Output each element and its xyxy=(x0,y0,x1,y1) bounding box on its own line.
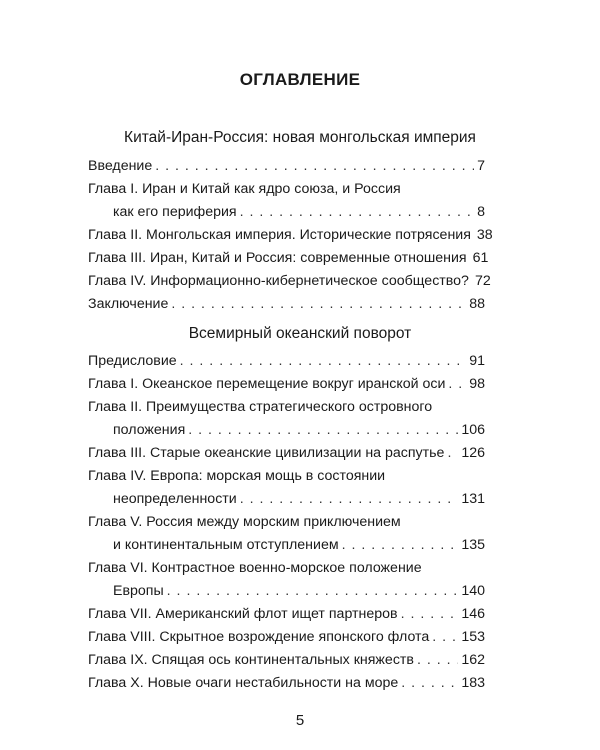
toc-entry-line xyxy=(88,672,485,695)
toc-entry-line xyxy=(88,442,485,465)
toc-entry-line xyxy=(88,155,485,178)
dot-leader xyxy=(171,293,466,316)
dot-leader xyxy=(240,488,459,511)
dot-leader xyxy=(342,534,459,557)
toc-entry-title: Глава II. Преимущества стратегического островного xyxy=(88,399,433,415)
dot-leader xyxy=(447,442,458,465)
toc-entry-line xyxy=(88,396,485,419)
page-number: 5 xyxy=(295,712,305,729)
toc-entry[interactable] xyxy=(88,178,485,224)
toc-entry-title: Глава IV. Информационно-кибернетическое сообщество? xyxy=(88,273,469,289)
toc-entry[interactable] xyxy=(88,350,485,373)
toc-entry-title: Глава VIII. Скрытное возрождение японского флота xyxy=(88,629,430,645)
toc-entry-title: Предисловие xyxy=(88,353,177,369)
dot-leader xyxy=(401,672,458,695)
toc-entry[interactable] xyxy=(88,672,485,695)
toc-entry-line xyxy=(88,293,485,316)
toc-entry[interactable] xyxy=(88,247,489,270)
toc-entry-title: Глава IX. Спящая ось континентальных княжеств xyxy=(88,652,414,668)
toc-page-number: 131 xyxy=(461,491,485,507)
toc-page-number: 135 xyxy=(461,537,485,553)
toc-entry[interactable] xyxy=(88,270,491,293)
toc-entry[interactable] xyxy=(88,442,485,465)
toc-entry-line xyxy=(88,488,485,511)
toc-entry-line xyxy=(88,270,491,293)
toc-entry-line xyxy=(88,511,485,534)
toc-page-number: 162 xyxy=(461,652,485,668)
toc-entry-title: Заключение xyxy=(88,296,169,312)
toc-entry-title: Глава IV. Европа: морская мощь в состоянии xyxy=(88,468,386,484)
toc-page-number: 38 xyxy=(476,227,493,243)
toc-entry-title: Глава VII. Американский флот ищет партнеров xyxy=(88,606,398,622)
toc-entry[interactable] xyxy=(88,626,485,649)
dot-leader xyxy=(432,626,458,649)
toc-entry-line xyxy=(88,557,485,580)
toc-page-number: 140 xyxy=(461,583,485,599)
dot-leader xyxy=(448,373,466,396)
dot-leader xyxy=(167,580,459,603)
toc-entry-title: Глава VI. Контрастное военно-морское положение xyxy=(88,560,422,576)
toc-page-number: 88 xyxy=(469,296,485,312)
toc-entry-title: Европы xyxy=(113,583,164,599)
toc-page-number: 7 xyxy=(477,158,485,174)
toc-entry-line xyxy=(88,626,485,649)
toc-entry-title: Глава I. Океанское перемещение вокруг иранской оси xyxy=(88,376,446,392)
section-title: Всемирный океанский поворот xyxy=(188,325,412,342)
toc-page-number: 72 xyxy=(474,273,491,289)
toc-page-number: 98 xyxy=(469,376,485,392)
toc-entry-title: Глава III. Старые океанские цивилизации на распутье xyxy=(88,445,445,461)
toc-entry-line xyxy=(88,580,485,603)
toc-entry-line xyxy=(88,419,485,442)
toc-entry-line xyxy=(88,465,485,488)
toc-entry-title: Глава I. Иран и Китай как ядро союза, и Россия xyxy=(88,181,401,197)
toc-entry[interactable] xyxy=(88,155,485,178)
toc-heading: ОГЛАВЛЕНИЕ xyxy=(239,70,361,89)
toc-entry[interactable] xyxy=(88,293,485,316)
toc-entry-line xyxy=(88,373,485,396)
toc-entry[interactable] xyxy=(88,603,485,626)
toc-entry-title: положения xyxy=(113,422,186,438)
toc-entry-line xyxy=(88,350,485,373)
toc-page-number: 146 xyxy=(461,606,485,622)
toc-entry-title: Глава X. Новые очаги нестабильности на море xyxy=(88,675,399,691)
toc-entry-title: Глава III. Иран, Китай и Россия: современные отношения xyxy=(88,250,467,266)
toc-entry-line xyxy=(88,534,485,557)
dot-leader xyxy=(188,419,458,442)
toc-entry-line xyxy=(88,224,493,247)
dot-leader xyxy=(180,350,467,373)
toc-entry[interactable] xyxy=(88,224,493,247)
toc-entry-title: Введение xyxy=(88,158,153,174)
toc-page-number: 183 xyxy=(461,675,485,691)
toc-entry-line xyxy=(88,178,485,201)
toc-page-number: 153 xyxy=(461,629,485,645)
toc-entry[interactable] xyxy=(88,465,485,511)
toc-page-number: 61 xyxy=(472,250,489,266)
toc-entry[interactable] xyxy=(88,396,485,442)
toc-entry[interactable] xyxy=(88,649,485,672)
dot-leader xyxy=(417,649,458,672)
toc-entry[interactable] xyxy=(88,511,485,557)
toc-entry-title: как его периферия xyxy=(113,204,237,220)
toc-entry-title: неопределенности xyxy=(113,491,237,507)
toc-entry-title: Глава II. Монгольская империя. Исторические потрясения xyxy=(88,227,471,243)
toc-page-number: 8 xyxy=(477,204,485,220)
toc-page-number: 106 xyxy=(461,422,485,438)
toc-entry[interactable] xyxy=(88,373,485,396)
toc-entry-line xyxy=(88,201,485,224)
toc-entry-line xyxy=(88,649,485,672)
dot-leader xyxy=(240,201,475,224)
toc-entry-line xyxy=(88,603,485,626)
dot-leader xyxy=(155,155,474,178)
toc-entry[interactable] xyxy=(88,557,485,603)
toc-entry-line xyxy=(88,247,489,270)
toc-page-number: 91 xyxy=(469,353,485,369)
dot-leader xyxy=(401,603,459,626)
toc-entry-title: и континентальным отступлением xyxy=(113,537,339,553)
toc-entry-title: Глава V. Россия между морским приключением xyxy=(88,514,401,530)
toc-page-number: 126 xyxy=(461,445,485,461)
section-title: Китай-Иран-Россия: новая монгольская империя xyxy=(124,129,476,146)
